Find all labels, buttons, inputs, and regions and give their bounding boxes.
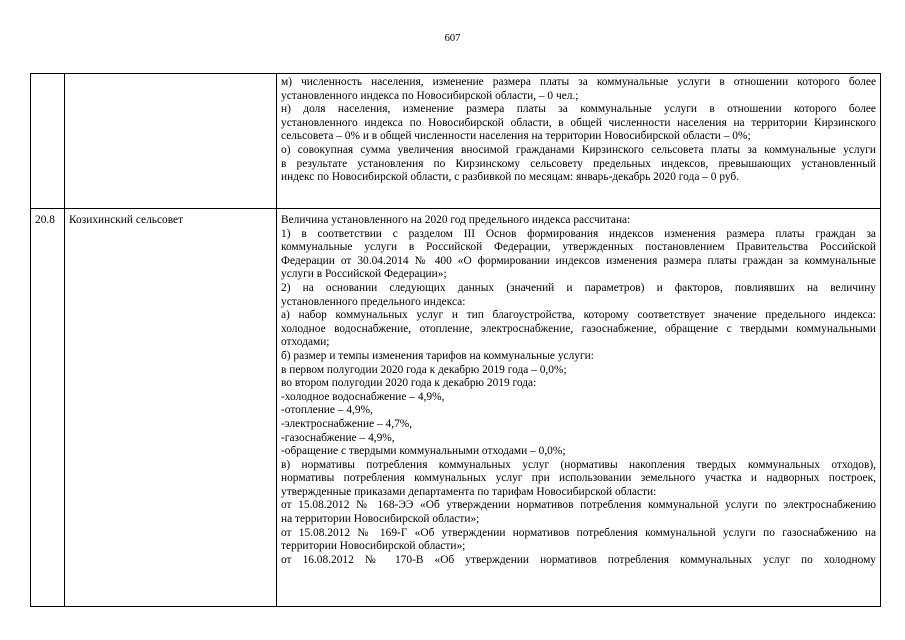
text-line: -холодное водоснабжение – 4,9%, xyxy=(281,390,445,403)
text-line: а) набор коммунальных услуг и тип благоустройства, которому соответствует значение предельного индекса: xyxy=(281,309,876,322)
text-line: б) размер и темпы изменения тарифов на коммунальные услуги: xyxy=(281,349,594,362)
text-line: отходами; xyxy=(281,336,330,349)
text-line: в) нормативы потребления коммунальных услуг (нормативы накопления твердых коммунальных отходов), xyxy=(281,458,876,471)
text-line: -обращение с твердыми коммунальными отходами – 0,0%; xyxy=(281,445,566,458)
municipality-name-cell: Козихинский сельсовет xyxy=(65,209,277,607)
text-line: Величина установленного на 2020 год предельного индекса рассчитана: xyxy=(281,214,631,226)
row-number-cell: 20.8 xyxy=(31,209,65,607)
description-cell xyxy=(277,74,881,209)
text-line: в первом полугодии 2020 года к декабрю 2019 года – 0,0%; xyxy=(281,363,567,376)
text-line: на территории Новосибирской области»; xyxy=(281,513,480,526)
text-line: во втором полугодии 2020 года к декабрю 2019 года: xyxy=(281,377,537,390)
text-line: -отопление – 4,9%, xyxy=(281,404,373,417)
text-line: индекс по Новосибирской области, с разбивкой по месяцам: январь-декабрь 2020 года – 0 руб. xyxy=(281,171,740,184)
text-line: установленного индекса по Новосибирской области, в общей численности населения на территории Кирзинского xyxy=(281,116,876,129)
text-line: утвержденные приказами департамента по тарифам Новосибирской области: xyxy=(281,485,657,498)
text-line: -газоснабжение – 4,9%, xyxy=(281,431,395,444)
text-line: в результате установления по Кирзинскому сельсовету предельных индексов, превышающих установленный xyxy=(281,157,876,170)
description-text xyxy=(281,76,876,185)
table-row xyxy=(31,74,881,209)
text-line: холодное водоснабжение, отопление, электроснабжение, газоснабжение, обращение с твердыми коммунальными xyxy=(281,322,876,335)
page-number: 607 xyxy=(444,33,461,44)
data-table xyxy=(30,73,881,607)
text-line: нормативы потребления коммунальных услуг при использовании земельного участка и надворных построек, xyxy=(281,472,876,485)
text-line: установленного предельного индекса: xyxy=(281,295,466,308)
text-line: 2) на основании следующих данных (значений и параметров) и факторов, повлиявших на величину xyxy=(281,281,876,294)
text-line: 1) в соответствии с разделом III Основ формирования индексов изменения размера платы граждан за xyxy=(281,227,876,240)
text-line: от 16.08.2012 № 170-В «Об утверждении нормативов потребления коммунальных услуг по холодному xyxy=(281,553,876,566)
text-line: установленного индекса по Новосибирской области, – 0 чел.; xyxy=(281,89,579,102)
text-line: м) численность населения, изменение размера платы за коммунальные услуги в отношении которого более xyxy=(281,76,876,88)
text-line: -электроснабжение – 4,7%, xyxy=(281,417,413,430)
text-line: от 15.08.2012 № 169-Г «Об утверждении нормативов потребления коммунальной услуги по газоснабжению на xyxy=(281,526,876,539)
text-line: коммунальные услуги в Российской Федерации, утвержденных постановлением Правительства Российской xyxy=(281,241,876,254)
text-line: от 15.08.2012 № 168-ЭЭ «Об утверждении нормативов потребления коммунальной услуги по электроснабжению xyxy=(281,499,876,512)
text-line: Федерации от 30.04.2014 № 400 «О формировании индексов изменения размера платы граждан за коммунальные xyxy=(281,254,876,267)
text-line: услуги в Российской Федерации»; xyxy=(281,268,447,281)
row-number-cell xyxy=(31,74,65,209)
description-text xyxy=(281,214,876,567)
text-line: сельсовета – 0% и в общей численности населения на территории Новосибирской области – 0%; xyxy=(281,130,751,143)
description-cell xyxy=(277,209,881,607)
municipality-name-cell xyxy=(65,74,277,209)
text-line: о) совокупная сумма увеличения вносимой гражданами Кирзинского сельсовета платы за коммунальные услуги xyxy=(281,143,876,156)
table-row xyxy=(31,209,881,607)
text-line: н) доля населения, изменение размера платы за коммунальные услуги в отношении которого более xyxy=(281,103,876,116)
text-line: территории Новосибирской области»; xyxy=(281,540,466,553)
